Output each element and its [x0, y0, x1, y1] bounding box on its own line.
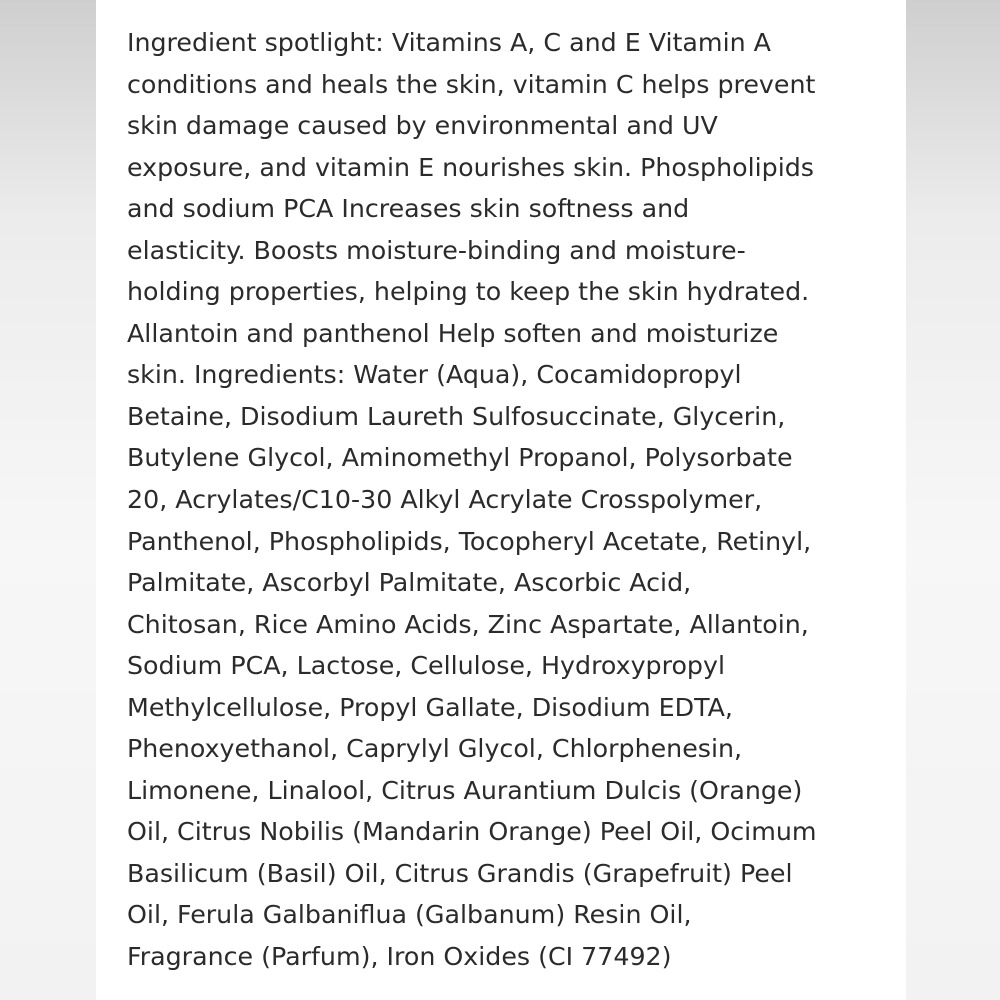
text-line: Oil, Ferula Galbaniflua (Galbanum) Resin Oil, [127, 900, 692, 930]
text-line: Betaine, Disodium Laureth Sulfosuccinate, Glycerin, [127, 401, 786, 431]
text-line: Phenoxyethanol, Caprylyl Glycol, Chlorphenesin, [127, 734, 743, 764]
text-line: holding properties, helping to keep the skin hydrated. [127, 277, 810, 307]
text-line: Fragrance (Parfum), Iron Oxides (CI 77492) [127, 942, 672, 972]
text-line: 20, Acrylates/C10-30 Alkyl Acrylate Crosspolymer, [127, 485, 763, 515]
text-line: Allantoin and panthenol Help soften and moisturize [127, 318, 779, 348]
left-background [0, 0, 96, 1000]
text-line: skin. Ingredients: Water (Aqua), Cocamidopropyl [127, 360, 742, 390]
text-line: Basilicum (Basil) Oil, Citrus Grandis (Grapefruit) Peel [127, 858, 793, 888]
text-panel [96, 0, 906, 1000]
text-line: Palmitate, Ascorbyl Palmitate, Ascorbic Acid, [127, 568, 692, 598]
text-line: skin damage caused by environmental and UV [127, 111, 718, 141]
text-line: and sodium PCA Increases skin softness and [127, 194, 690, 224]
text-line: conditions and heals the skin, vitamin C helps prevent [127, 69, 816, 99]
text-line: Oil, Citrus Nobilis (Mandarin Orange) Peel Oil, Ocimum [127, 817, 817, 847]
text-line: elasticity. Boosts moisture-binding and moisture- [127, 235, 746, 265]
text-line: exposure, and vitamin E nourishes skin. Phospholipids [127, 152, 814, 182]
ingredient-text [127, 22, 897, 978]
text-line: Butylene Glycol, Aminomethyl Propanol, Polysorbate [127, 443, 793, 473]
text-line: Chitosan, Rice Amino Acids, Zinc Aspartate, Allantoin, [127, 609, 809, 639]
text-line: Limonene, Linalool, Citrus Aurantium Dulcis (Orange) [127, 775, 803, 805]
text-line: Panthenol, Phospholipids, Tocopheryl Acetate, Retinyl, [127, 526, 812, 556]
text-line: Ingredient spotlight: Vitamins A, C and E Vitamin A [127, 28, 771, 57]
right-background [906, 0, 1000, 1000]
text-line: Methylcellulose, Propyl Gallate, Disodium EDTA, [127, 692, 733, 722]
text-line: Sodium PCA, Lactose, Cellulose, Hydroxypropyl [127, 651, 725, 681]
